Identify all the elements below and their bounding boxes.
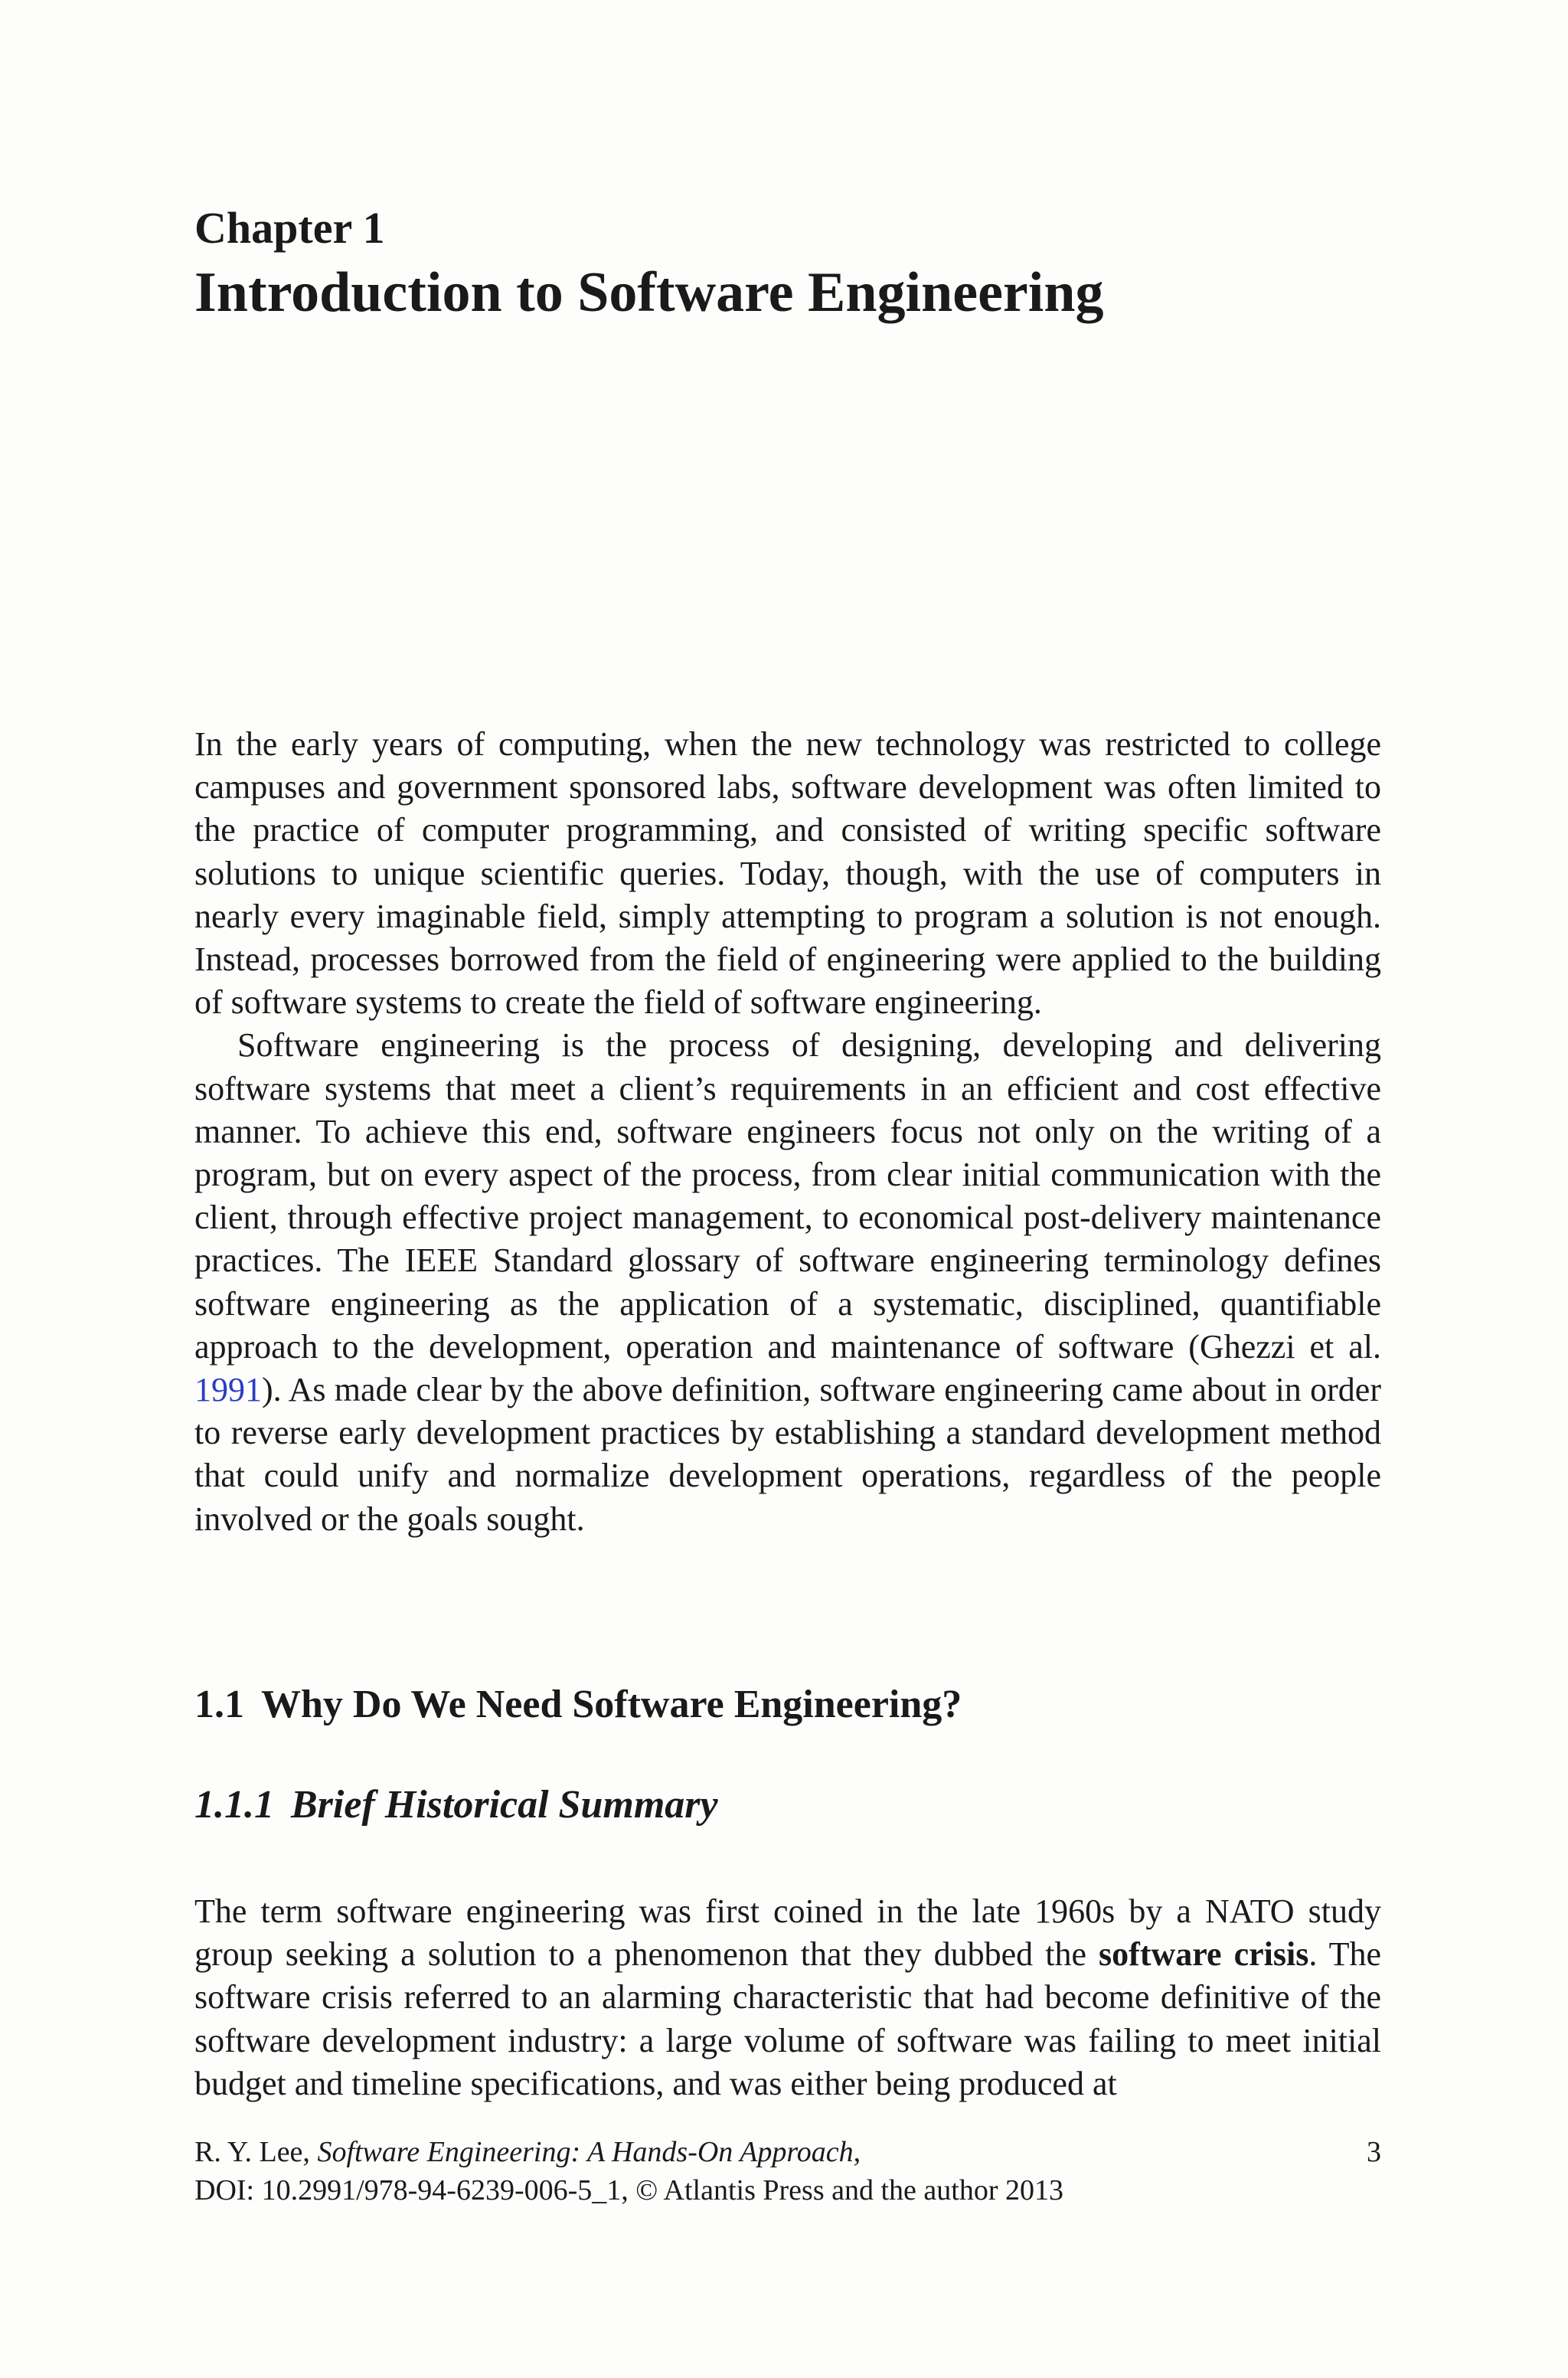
footer-author: R. Y. Lee, [194,2136,318,2168]
footer-citation-line [194,2133,1381,2171]
intro-paragraph-2-text-b: ). As made clear by the above definition, software engineering came about in order to reverse early development practices by establishing a standard development method that could unify and normalize development operations, regardless of the people involved or the goals sought. [194,1371,1381,1538]
intro-paragraph-1: In the early years of computing, when the new technology was restricted to college campuses and government sponsored labs, software development was often limited to the practice of computer programming, and consisted of writing specific software solutions to unique scientific queries. Today, though, with the use of computers in nearly every imaginable field, simply attempting to program a solution is not enough. Instead, processes borrowed from the field of engineering were applied to the building of software systems to create the field of software engineering. [194,725,1381,1022]
history-paragraph [194,1890,1381,2105]
footer-book-title: Software Engineering: A Hands-On Approach [317,2136,854,2168]
history-text [194,1890,1381,2105]
subsection-title: Brief Historical Summary [291,1783,718,1827]
intro-paragraph-2-text-a: Software engineering is the process of designing, developing and delivering software systems that meet a client’s requirements in an efficient and cost effective manner. To achieve this end, software engineers focus not only on the writing of a program, but on every aspect of the process, from clear initial communication with the client, through effective project management, to economical post-delivery maintenance practices. The IEEE Standard glossary of software engineering terminology defines software engineering as the application of a systematic, disciplined, quantifiable approach to the development, operation and maintenance of software (Ghezzi et al. [194,1026,1381,1366]
history-text-b: . The software crisis referred to an alarming characteristic that had become definitive of the software development industry: a large volume of software was failing to meet initial budget and timeline specifications, and was either being produced at [194,1935,1381,2102]
subsection-number: 1.1.1 [194,1783,274,1827]
page-footer [194,2133,1381,2210]
section-title: Why Do We Need Software Engineering? [261,1683,962,1726]
citation-link-1991[interactable]: 1991 [194,1371,262,1409]
history-text-a: The term software engineering was first coined in the late 1960s by a NATO study group seeking a solution to a phenomenon that they dubbed the [194,1892,1381,1974]
intro-paragraph-2 [194,1024,1381,1540]
intro-text [194,723,1381,1541]
chapter-label: Chapter 1 [194,203,385,253]
footer-comma: , [853,2136,861,2168]
page-number: 3 [1367,2136,1381,2168]
chapter-title: Introduction to Software Engineering [194,261,1104,324]
section-number: 1.1 [194,1683,244,1726]
subsection-heading [194,1781,718,1829]
software-crisis-term: software crisis [1099,1935,1309,1974]
footer-doi: DOI: 10.2991/978-94-6239-006-5_1, © Atlantis Press and the author 2013 [194,2174,1063,2206]
section-heading [194,1681,962,1729]
footer-citation [194,2133,861,2171]
